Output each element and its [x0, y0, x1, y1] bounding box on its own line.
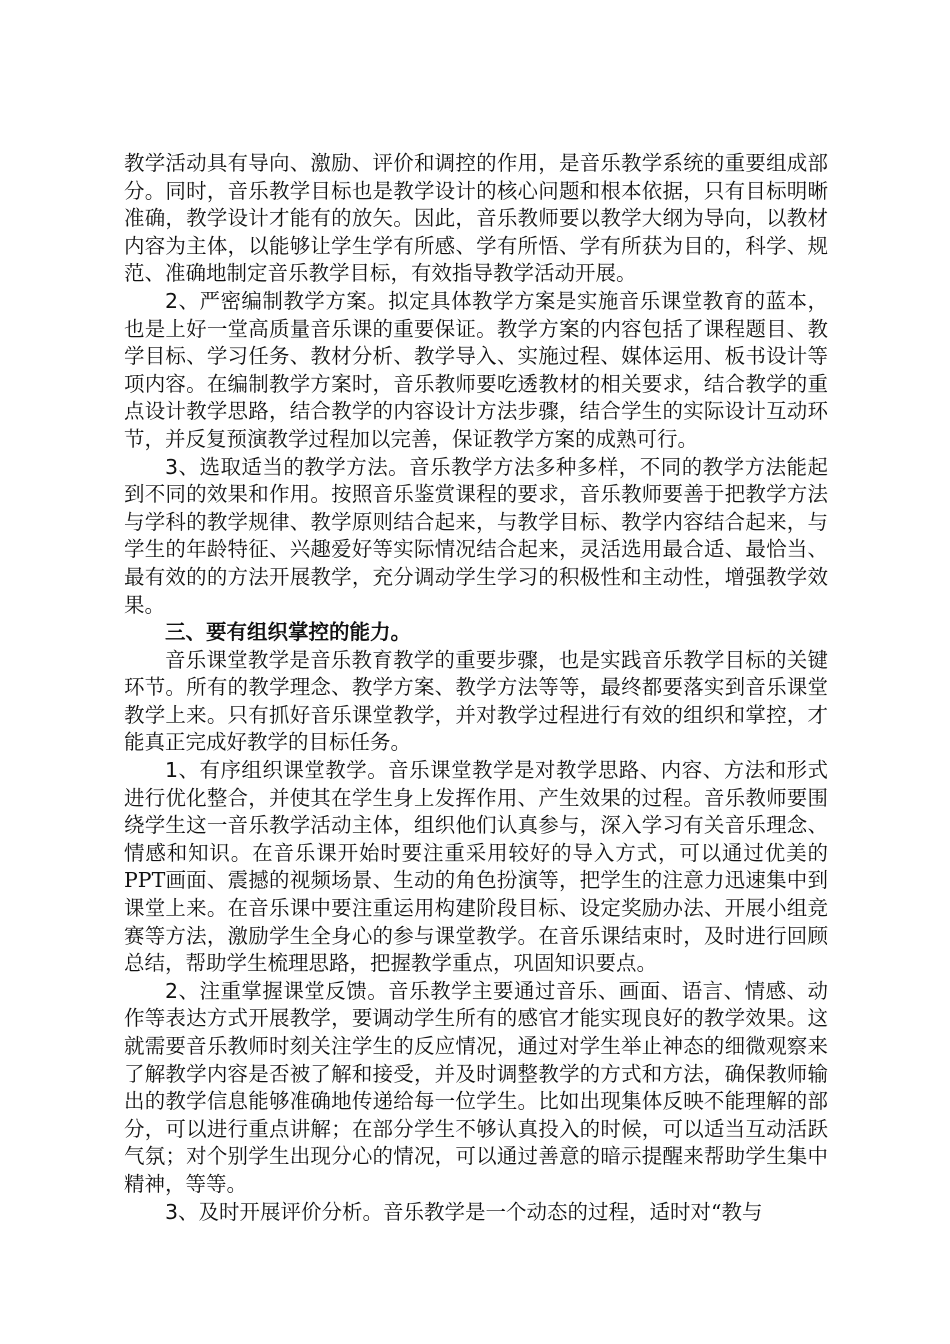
section-heading — [124, 619, 828, 647]
paragraph-section-intro — [124, 647, 828, 757]
paragraph-text: 音乐教学主要通过音乐、画面、语言、情感、动作等表达方式开展教学，要调动学生所有的感官才能实现良好的教学效果。这就需要音乐教师时刻关注学生的反应情况，通过对学生举止神态的细微观察来了解教学内容是否被了解和接受，并及时调整教学的方式和方法，确保教师输出的教学信息能够准确地传递给每一位学生。比如出现集体反映不能理解的部分，可以进行重点讲解；在部分学生不够认真投入的时候，可以适当互动活跃气氛；对个别学生出现分心的情况，可以通过善意的暗示提醒来帮助学生集中精神，等等。 — [124, 978, 828, 1196]
paragraph-lead: 1、有序组织课堂教学。 — [165, 758, 389, 783]
paragraph-lead: 2、严密编制教学方案。 — [165, 288, 389, 313]
paragraph-lead: 3、及时开展评价分析。 — [165, 1199, 384, 1224]
paragraph-subpoint-1 — [124, 757, 828, 978]
paragraph-lead: 2、注重掌握课堂反馈。 — [165, 978, 389, 1003]
paragraph-point-3 — [124, 454, 828, 620]
paragraph-text: 音乐课堂教学是对教学思路、内容、方法和形式进行优化整合，并使其在学生身上发挥作用、产生效果的过程。音乐教师要围绕学生这一音乐教学活动主体，组织他们认真参与，深入学习有关音乐理念、情感和知识。在音乐课开始时要注重采用较好的导入方式，可以通过优美的PPT画面、震撼的视频场景、生动的角色扮演等，把学生的注意力迅速集中到课堂上来。在音乐课中要注重运用构建阶段目标、设定奖励办法、开展小组竞赛等方法，激励学生全身心的参与课堂教学。在音乐课结束时，及时进行回顾总结，帮助学生梳理思路，把握教学重点，巩固知识要点。 — [124, 758, 828, 976]
paragraph-intro — [124, 150, 828, 288]
paragraph-text: 教学活动具有导向、激励、评价和调控的作用，是音乐教学系统的重要组成部分。同时，音乐教学目标也是教学设计的核心问题和根本依据，只有目标明晰准确，教学设计才能有的放矢。因此，音乐教师要以教学大纲为导向，以教材内容为主体，以能够让学生学有所感、学有所悟、学有所获为目的，科学、规范、准确地制定音乐教学目标，有效指导教学活动开展。 — [124, 151, 828, 286]
paragraph-subpoint-3 — [124, 1199, 828, 1227]
paragraph-text: 拟定具体教学方案是实施音乐课堂教育的蓝本，也是上好一堂高质量音乐课的重要保证。教学方案的内容包括了课程题目、教学目标、学习任务、教材分析、教学导入、实施过程、媒体运用、板书设计等项内容。在编制教学方案时，音乐教师要吃透教材的相关要求，结合教学的重点设计教学思路，结合教学的内容设计方法步骤，结合学生的实际设计互动环节，并反复预演教学过程加以完善，保证教学方案的成熟可行。 — [124, 288, 828, 451]
paragraph-subpoint-2 — [124, 978, 828, 1199]
paragraph-lead: 3、选取适当的教学方法。 — [165, 454, 410, 479]
section-heading-text: 三、要有组织掌控的能力。 — [165, 620, 411, 645]
paragraph-text: 音乐教学方法多种多样，不同的教学方法能起到不同的效果和作用。按照音乐鉴赏课程的要求，音乐教师要善于把教学方法与学科的教学规律、教学原则结合起来，与教学目标、教学内容结合起来，与学生的年龄特征、兴趣爱好等实际情况结合起来，灵活选用最合适、最恰当、最有效的的方法开展教学，充分调动学生学习的积极性和主动性，增强教学效果。 — [124, 454, 828, 617]
document-page — [124, 150, 828, 1226]
paragraph-text: 音乐教学是一个动态的过程，适时对“教与 — [383, 1199, 763, 1224]
paragraph-point-2 — [124, 288, 828, 454]
paragraph-text: 音乐课堂教学是音乐教育教学的重要步骤，也是实践音乐教学目标的关键环节。所有的教学理念、教学方案、教学方法等等，最终都要落实到音乐课堂教学上来。只有抓好音乐课堂教学，并对教学过程进行有效的组织和掌控，才能真正完成好教学的目标任务。 — [124, 647, 828, 755]
